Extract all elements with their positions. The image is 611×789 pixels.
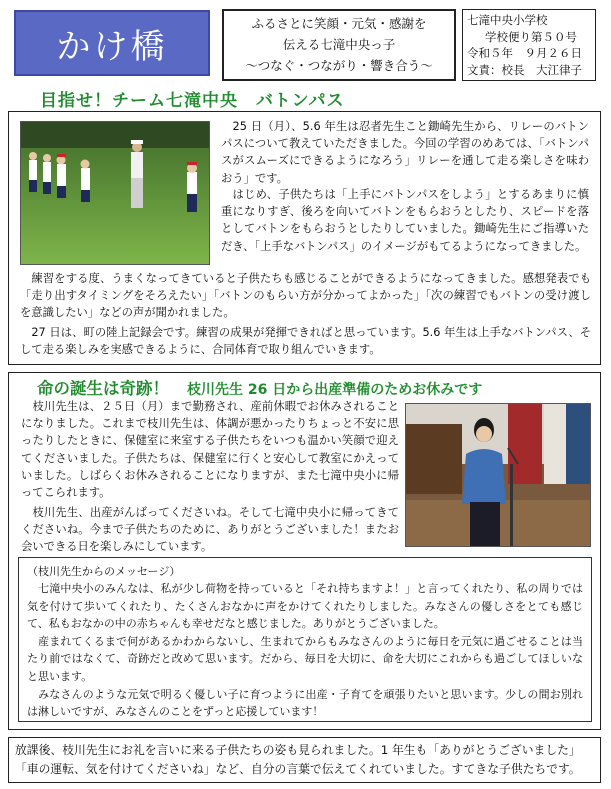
- newsletter-masthead: [14, 10, 210, 76]
- article1-paragraph-4: 27 日は、町の陸上記録会です。練習の成果が発揮できればと思っています。5.6 年生は上手なバトンパス、そして走る楽しみを実感できるように、合同体育で取り組んでいきます。: [20, 326, 591, 357]
- footer-note-box: [8, 737, 601, 783]
- teacher-speech-illustration: [406, 404, 591, 547]
- teacher-message-box: [18, 557, 592, 722]
- teacher-speech-photo: [405, 403, 591, 547]
- article1-paragraph-1: 25 日（月）、5.6 年生は忍者先生こと鋤崎先生から、リレーのバトンパスについて教えていただきました。今回の学習のめあては、「バトンパスがスムーズにできるようになろう」リレーを通して走る楽しさを味わおう」です。: [221, 120, 589, 185]
- message-title: （枝川先生からのメッセージ）: [27, 565, 181, 578]
- message-paragraph-2: 産まれてくるまで何があるかわからないし、生まれてからもみなさんのように毎日を元気に過ごせることは当たり前ではなくて、奇跡だと改めて思います。だから、毎日を大切に、命を大切にこれからも過ごしてほしいなと思います。: [27, 634, 583, 683]
- newsletter-number: 学校便り第５０号: [485, 29, 577, 44]
- article1-box: [8, 111, 601, 365]
- school-motto-box: [222, 9, 456, 81]
- article1-paragraph-2: はじめ、子供たちは「上手にバトンパスをしよう」とするあまりに慎重になりすぎ、後ろを向いてバトンをもらおうとしたり、スピードを落としてバトンをもらおうとしたりしていました。鋤崎先生にご指導いただき、「上手なバトンパス」のイメージがもてるようになってきました。: [221, 188, 589, 253]
- article2-box: [8, 372, 601, 730]
- article2-paragraph-2: 枝川先生、出産がんばってくださいね。そして七滝中央小に帰ってきてくださいね。今まで子供たちのために、ありがとうございました！またお会いできる日を楽しみにしています。: [21, 506, 399, 554]
- message-paragraph-1: 七滝中央小のみんなは、私が少し荷物を持っていると「それ持ちますよ！」と言ってくれたり、私の周りでは気を付けて歩いてくれたり、たくさんおなかに声をかけてくれたりしました。みなさんの優しさをとても感じて、私もおなかの中の赤ちゃんも幸せだなと感じました。ありがとうございました。: [27, 582, 583, 631]
- article1-paragraph-3: 練習をする度、うまくなってきていると子供たちも感じることができるようになってきました。感想発表でも「走り出すタイミングをそろえたい」「バトンのもらい方が分かってよかった」「次の練習でもバトンの受け渡しを意識したい」などの声が聞かれました。: [20, 272, 591, 320]
- article1-heading: 目指せ！チーム七滝中央 バトンパス: [40, 91, 345, 111]
- author-credit: 文責：校長 大江律子: [467, 62, 582, 77]
- motto-line-1: ふるさとに笑顔・元気・感謝を: [251, 16, 427, 31]
- relay-practice-photo: [20, 121, 210, 265]
- article2-subtitle: 枝川先生 26 日から出産準備のためお休みです: [187, 382, 483, 398]
- issue-date: 令和５年 ９月２６日: [467, 46, 582, 60]
- footer-note: 放課後、枝川先生にお礼を言いに来る子供たちの姿も見られました。1 年生も「ありがとうございました」「車の運転、気を付けてくださいね」など、自分の言葉で伝えてくれていました。すてきな子供たちです。: [15, 743, 581, 776]
- relay-practice-illustration: [21, 122, 210, 265]
- school-info-box: [462, 9, 596, 81]
- message-paragraph-3: みなさんのような元気で明るく優しい子に育つように出産・子育てを頑張りたいと思います。少しの間お別れは淋しいですが、みなさんのことをずっと応援しています！: [27, 687, 583, 719]
- article2-paragraph-1: 枝川先生は、２５日（月）まで勤務され、産前休暇でお休みされることになりました。これまで枝川先生は、体調が悪かったりちょっと不安に思ったりしたときに、保健室に来室する子供たちをいつも温かい笑顔で迎えてくださいました。子供たちは、保健室に行くと安心して教室にかえっていました。しばらくお休みされることになりますが、また七滝中央小に帰ってこられます。: [21, 400, 399, 500]
- article2-title: 命の誕生は奇跡！: [37, 379, 169, 398]
- school-name: 七滝中央小学校: [467, 13, 548, 27]
- motto-line-2: 伝える七滝中央っ子: [282, 37, 396, 52]
- article2-heading: [37, 375, 482, 399]
- motto-line-3: ～つなぐ・つながり・響き合う～: [245, 58, 433, 73]
- masthead-title: かけ橋: [56, 26, 168, 67]
